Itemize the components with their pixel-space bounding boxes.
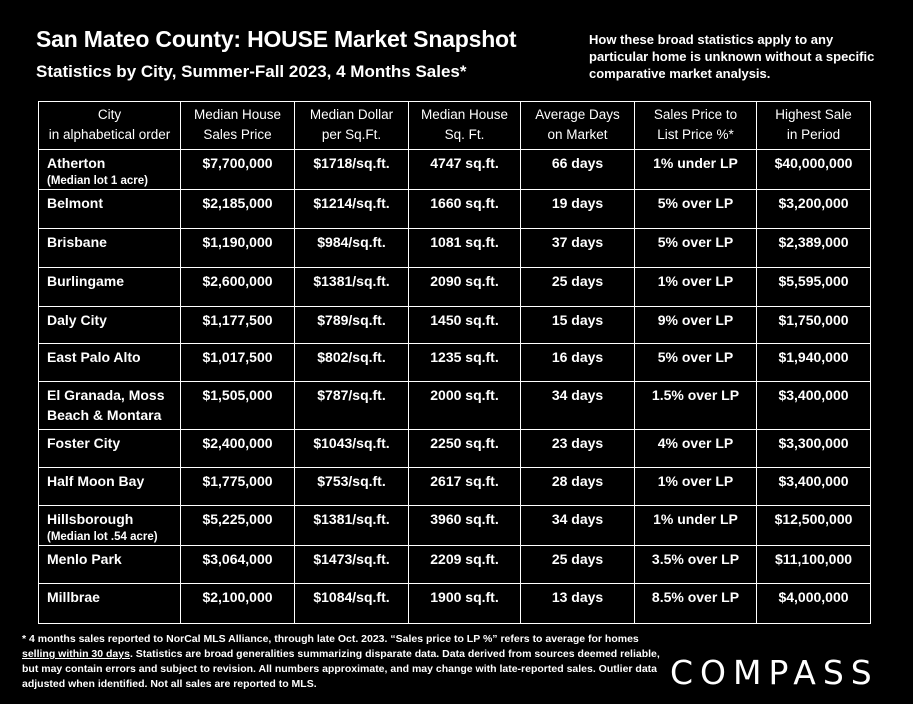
days-on-market-cell: 16 days (521, 344, 635, 382)
table-row (39, 150, 871, 190)
column-header (521, 102, 635, 150)
column-header-line1: Median House (193, 107, 282, 122)
city-name: Daly City (47, 312, 107, 328)
column-header-line1: Highest Sale (775, 107, 852, 122)
highest-sale-cell: $2,389,000 (757, 229, 871, 268)
table-header-row (39, 102, 871, 150)
sale-to-list-cell: 9% over LP (635, 307, 757, 344)
sale-to-list-cell: 1% over LP (635, 268, 757, 307)
column-header (295, 102, 409, 150)
footnote-underlined: selling within 30 days (22, 648, 130, 660)
city-name-continued: Beach & Montara (47, 407, 162, 423)
highest-sale-cell: $5,595,000 (757, 268, 871, 307)
city-lot-note: (Median lot 1 acre) (47, 175, 148, 187)
column-header-line1: City (97, 107, 122, 122)
days-on-market-cell: 23 days (521, 430, 635, 468)
sale-to-list-cell: 1% under LP (635, 150, 757, 190)
column-header-line1: Median House (420, 107, 509, 122)
city-name: Burlingame (47, 273, 125, 289)
table-row (39, 268, 871, 307)
highest-sale-cell: $3,300,000 (757, 430, 871, 468)
table-row (39, 382, 871, 430)
highest-sale-cell: $3,400,000 (757, 468, 871, 506)
city-cell (39, 190, 181, 229)
days-on-market-cell: 37 days (521, 229, 635, 268)
city-name: Hillsborough (47, 511, 134, 527)
median-price-cell: $5,225,000 (181, 506, 295, 546)
market-stats-table (38, 101, 871, 624)
table-body (39, 150, 871, 624)
footnote-text-1: * 4 months sales reported to NorCal MLS Alliance, through late Oct. 2023. “Sales price to LP %” refers to average for homes (22, 633, 639, 645)
median-price-cell: $1,177,500 (181, 307, 295, 344)
city-name: El Granada, Moss (47, 387, 165, 403)
highest-sale-cell: $1,940,000 (757, 344, 871, 382)
median-sqft-cell: 2090 sq.ft. (409, 268, 521, 307)
table-row (39, 430, 871, 468)
sale-to-list-cell: 1.5% over LP (635, 382, 757, 430)
city-cell (39, 584, 181, 624)
column-header-line2: per Sq.Ft. (321, 127, 382, 142)
price-per-sqft-cell: $1381/sq.ft. (295, 268, 409, 307)
sale-to-list-cell: 5% over LP (635, 344, 757, 382)
column-header-line2: in Period (786, 127, 841, 142)
city-cell (39, 229, 181, 268)
days-on-market-cell: 66 days (521, 150, 635, 190)
highest-sale-cell: $3,200,000 (757, 190, 871, 229)
city-cell (39, 268, 181, 307)
sale-to-list-cell: 1% over LP (635, 468, 757, 506)
median-sqft-cell: 1660 sq.ft. (409, 190, 521, 229)
price-per-sqft-cell: $802/sq.ft. (295, 344, 409, 382)
column-header (757, 102, 871, 150)
sale-to-list-cell: 1% under LP (635, 506, 757, 546)
column-header-line1: Median Dollar (309, 107, 394, 122)
median-sqft-cell: 2617 sq.ft. (409, 468, 521, 506)
median-price-cell: $1,775,000 (181, 468, 295, 506)
median-price-cell: $2,400,000 (181, 430, 295, 468)
city-cell (39, 307, 181, 344)
table-row (39, 344, 871, 382)
disclaimer-note: How these broad statistics apply to any particular home is unknown without a specific comparative market analysis. (589, 32, 875, 81)
page-title: San Mateo County: HOUSE Market Snapshot (36, 26, 517, 52)
city-cell (39, 468, 181, 506)
table-row (39, 546, 871, 584)
days-on-market-cell: 19 days (521, 190, 635, 229)
price-per-sqft-cell: $1718/sq.ft. (295, 150, 409, 190)
sale-to-list-cell: 5% over LP (635, 229, 757, 268)
sale-to-list-cell: 3.5% over LP (635, 546, 757, 584)
highest-sale-cell: $12,500,000 (757, 506, 871, 546)
column-header (39, 102, 181, 150)
city-lot-note: (Median lot .54 acre) (47, 531, 158, 543)
footnote (22, 632, 662, 692)
days-on-market-cell: 34 days (521, 382, 635, 430)
median-sqft-cell: 2250 sq.ft. (409, 430, 521, 468)
price-per-sqft-cell: $1084/sq.ft. (295, 584, 409, 624)
median-sqft-cell: 1900 sq.ft. (409, 584, 521, 624)
city-name: Half Moon Bay (47, 473, 145, 489)
median-sqft-cell: 4747 sq.ft. (409, 150, 521, 190)
highest-sale-cell: $3,400,000 (757, 382, 871, 430)
column-header-line1: Sales Price to (653, 107, 738, 122)
column-header-line2: on Market (547, 127, 608, 142)
days-on-market-cell: 28 days (521, 468, 635, 506)
median-price-cell: $3,064,000 (181, 546, 295, 584)
sale-to-list-cell: 8.5% over LP (635, 584, 757, 624)
price-per-sqft-cell: $789/sq.ft. (295, 307, 409, 344)
table-row (39, 190, 871, 229)
column-header (181, 102, 295, 150)
price-per-sqft-cell: $787/sq.ft. (295, 382, 409, 430)
city-name: Foster City (47, 435, 121, 451)
median-price-cell: $7,700,000 (181, 150, 295, 190)
city-cell (39, 506, 181, 546)
city-name: Millbrae (47, 589, 100, 605)
median-sqft-cell: 3960 sq.ft. (409, 506, 521, 546)
column-header (409, 102, 521, 150)
city-name: Menlo Park (47, 551, 122, 567)
median-sqft-cell: 1081 sq.ft. (409, 229, 521, 268)
column-header-line2: List Price %* (657, 127, 734, 142)
city-cell (39, 546, 181, 584)
days-on-market-cell: 13 days (521, 584, 635, 624)
column-header-line2: Sq. Ft. (444, 127, 485, 142)
median-sqft-cell: 1450 sq.ft. (409, 307, 521, 344)
median-price-cell: $1,017,500 (181, 344, 295, 382)
table-row (39, 506, 871, 546)
median-sqft-cell: 1235 sq.ft. (409, 344, 521, 382)
city-cell (39, 382, 181, 430)
sale-to-list-cell: 5% over LP (635, 190, 757, 229)
price-per-sqft-cell: $984/sq.ft. (295, 229, 409, 268)
footnote-text-2: . Statistics are broad generalities summarizing disparate data. Data derived from sources deemed reliable, but may contain errors and subject to revision. All numbers approximate, and may change with late-reported sales. Outlier data adjusted when identified. Not all sales are reported to MLS. (22, 648, 660, 690)
median-price-cell: $2,600,000 (181, 268, 295, 307)
highest-sale-cell: $11,100,000 (757, 546, 871, 584)
column-header-line1: Average Days (535, 107, 620, 122)
city-name: East Palo Alto (47, 349, 141, 365)
city-name: Atherton (47, 155, 106, 171)
price-per-sqft-cell: $1214/sq.ft. (295, 190, 409, 229)
column-header (635, 102, 757, 150)
median-sqft-cell: 2209 sq.ft. (409, 546, 521, 584)
table-row (39, 307, 871, 344)
city-name: Belmont (47, 195, 103, 211)
price-per-sqft-cell: $1473/sq.ft. (295, 546, 409, 584)
column-header-line2: in alphabetical order (48, 127, 171, 142)
days-on-market-cell: 25 days (521, 546, 635, 584)
city-name: Brisbane (47, 234, 107, 250)
median-price-cell: $2,100,000 (181, 584, 295, 624)
days-on-market-cell: 25 days (521, 268, 635, 307)
median-sqft-cell: 2000 sq.ft. (409, 382, 521, 430)
days-on-market-cell: 34 days (521, 506, 635, 546)
table-row (39, 468, 871, 506)
highest-sale-cell: $40,000,000 (757, 150, 871, 190)
days-on-market-cell: 15 days (521, 307, 635, 344)
median-price-cell: $1,505,000 (181, 382, 295, 430)
city-cell (39, 430, 181, 468)
column-header-line2: Sales Price (203, 127, 272, 142)
highest-sale-cell: $4,000,000 (757, 584, 871, 624)
price-per-sqft-cell: $753/sq.ft. (295, 468, 409, 506)
highest-sale-cell: $1,750,000 (757, 307, 871, 344)
price-per-sqft-cell: $1043/sq.ft. (295, 430, 409, 468)
median-price-cell: $2,185,000 (181, 190, 295, 229)
sale-to-list-cell: 4% over LP (635, 430, 757, 468)
table-row (39, 229, 871, 268)
table-row (39, 584, 871, 624)
page-subtitle: Statistics by City, Summer-Fall 2023, 4 Months Sales* (36, 62, 467, 81)
city-cell (39, 344, 181, 382)
median-price-cell: $1,190,000 (181, 229, 295, 268)
price-per-sqft-cell: $1381/sq.ft. (295, 506, 409, 546)
city-cell (39, 150, 181, 190)
compass-logo: COMPASS (670, 653, 879, 692)
